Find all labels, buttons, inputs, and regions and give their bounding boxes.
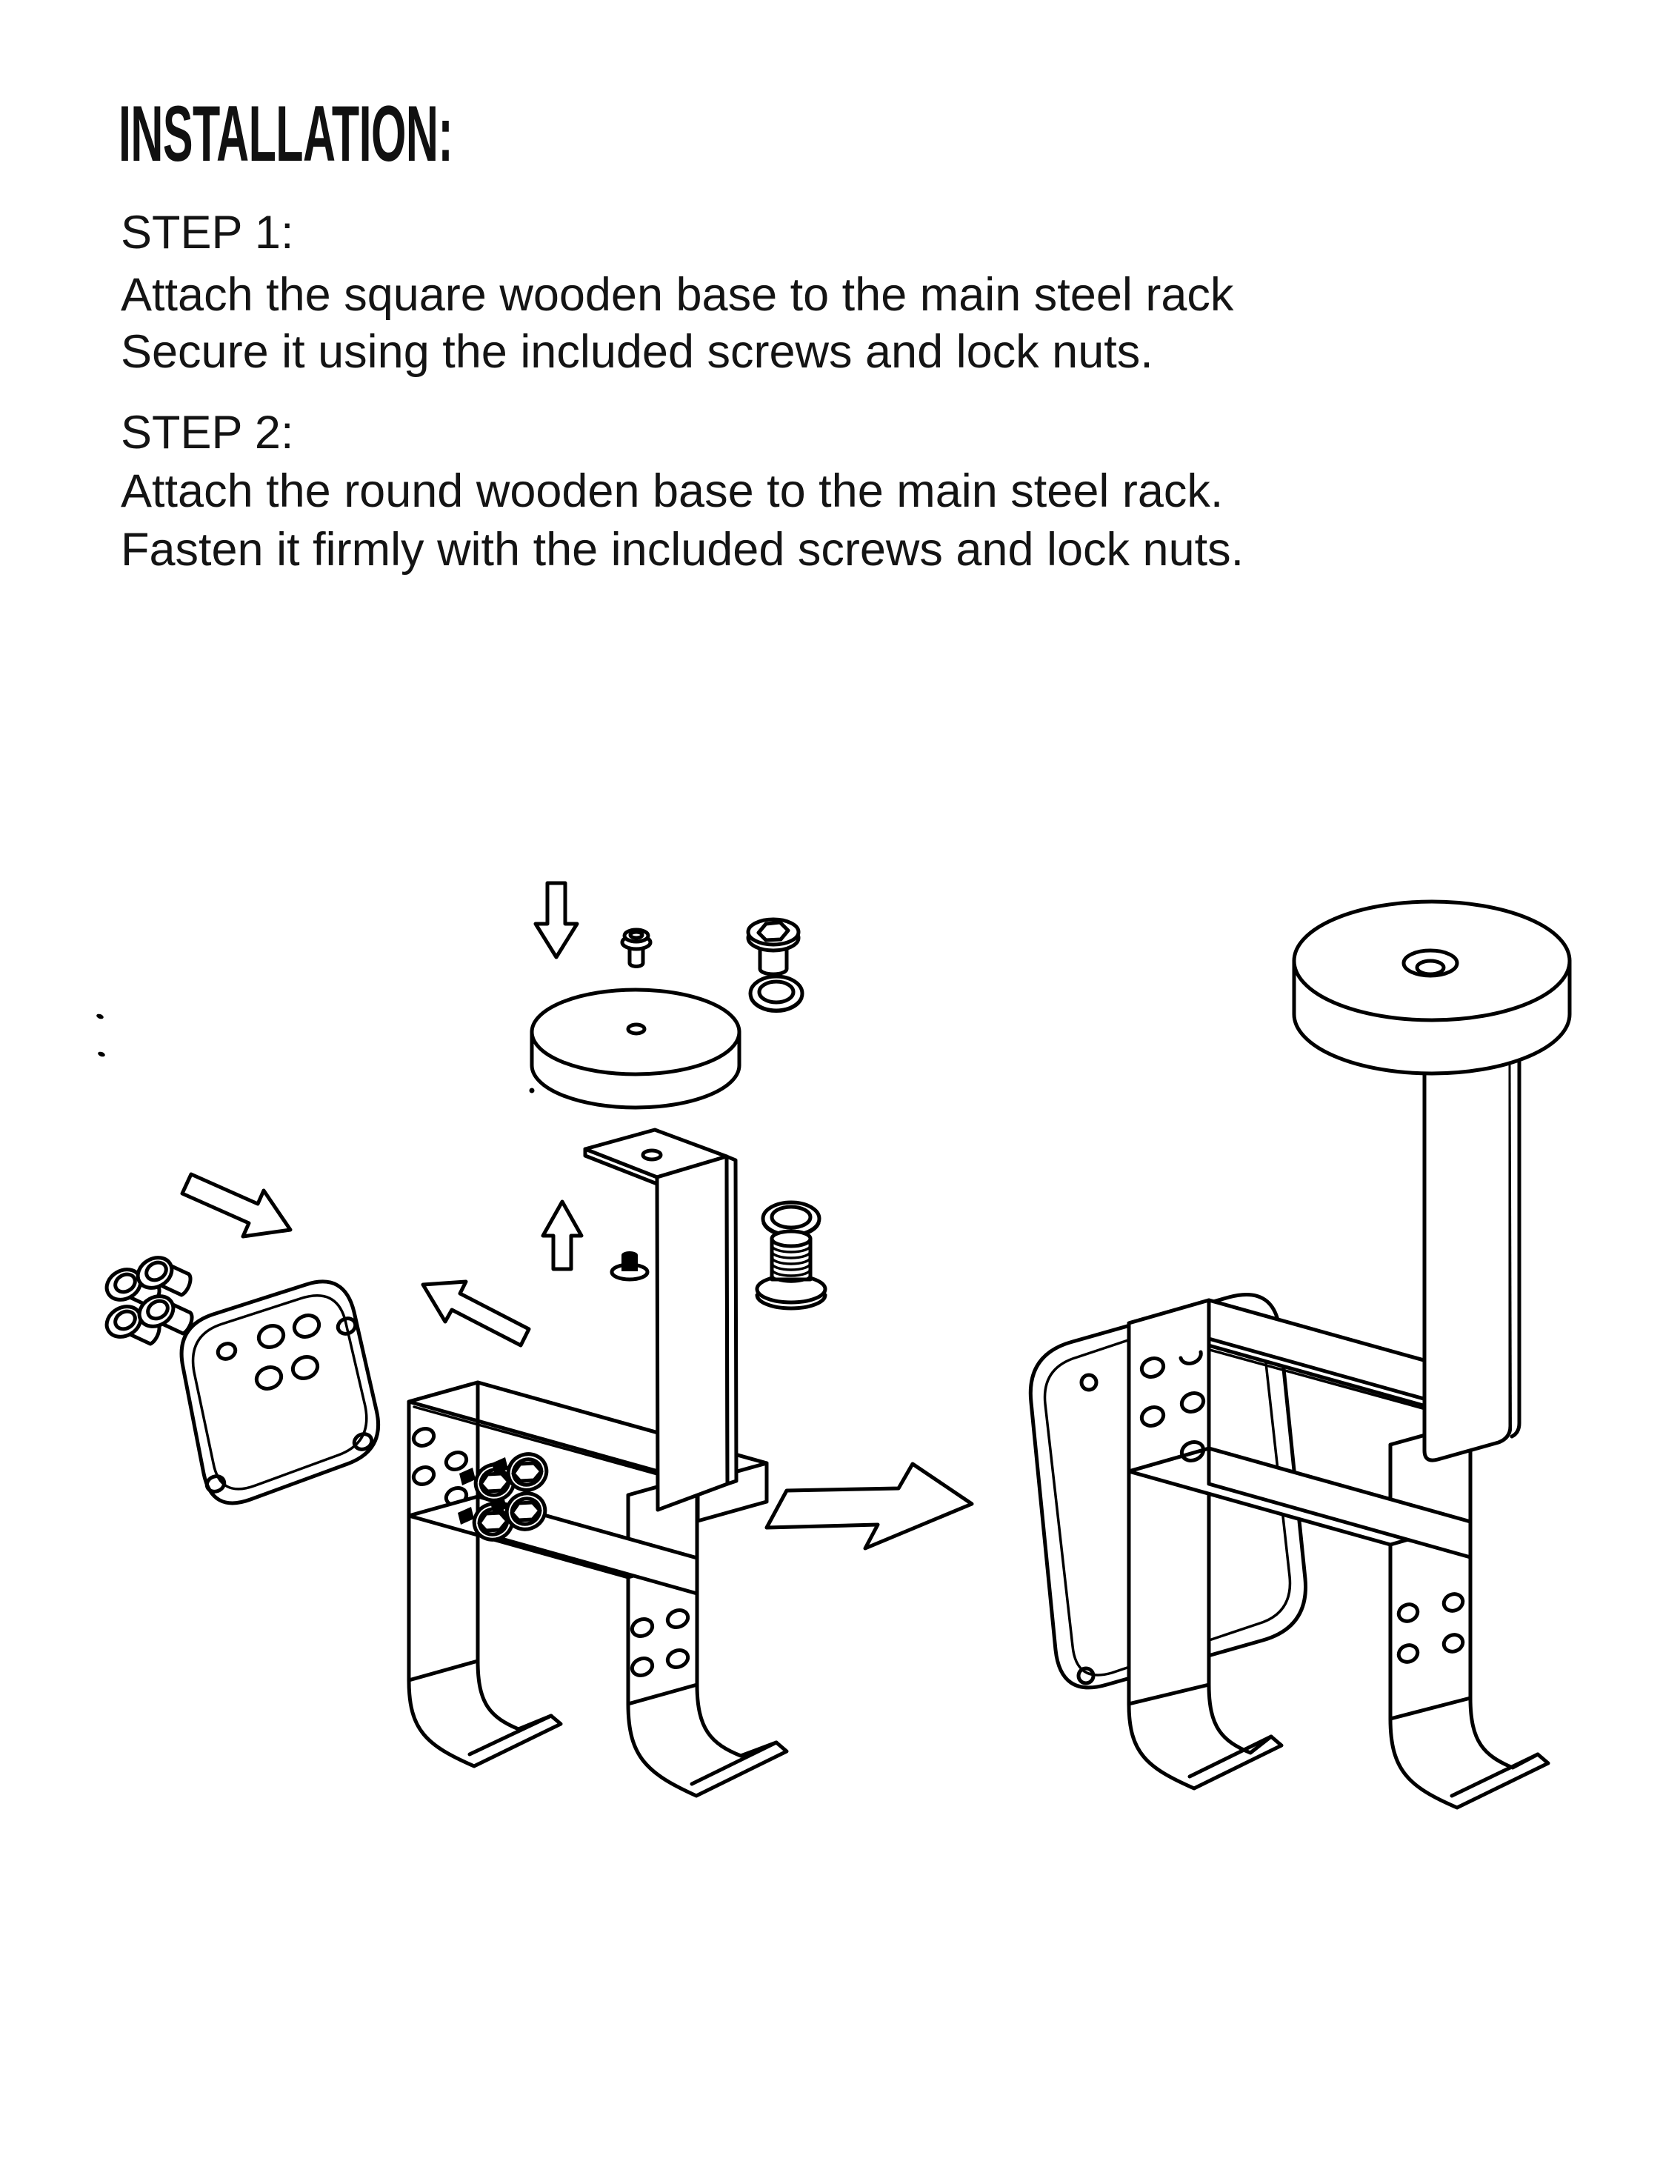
up-arrow-icon: [543, 1202, 581, 1269]
step2-line2: Fasten it firmly with the included screws and lock nuts.: [121, 524, 1244, 576]
headphone-hook: [409, 1661, 561, 1766]
assembled-view: [1030, 902, 1570, 1808]
stray-marks: [96, 1013, 534, 1093]
headphone-hook: [628, 1685, 787, 1796]
down-arrow-icon: [536, 883, 577, 957]
step1-line2: Secure it using the included screws and lock nuts.: [121, 326, 1153, 378]
step1-line1: Attach the square wooden base to the main steel rack: [121, 269, 1234, 321]
black-set-screw-icon: [612, 1251, 647, 1279]
rack-left-plate: [1129, 1300, 1209, 1471]
square-wooden-base: [181, 1282, 379, 1503]
step2-line1: Attach the round wooden base to the main steel rack.: [121, 465, 1224, 517]
washer-icon: [750, 976, 802, 1011]
socket-screw-icon: [748, 919, 799, 974]
mounting-screws: [101, 1252, 192, 1344]
washer-and-stud: [757, 1202, 825, 1308]
rack-right-leg: [1390, 1422, 1470, 1719]
up-left-arrow-icon: [423, 1282, 529, 1345]
step2-label: STEP 2:: [121, 407, 294, 459]
exploded-view: [101, 883, 825, 1796]
step1-label: STEP 1:: [121, 207, 294, 259]
round-wooden-base-assembled: [1294, 902, 1570, 1073]
down-right-arrow-icon: [182, 1174, 290, 1236]
round-wooden-base: [532, 990, 739, 1108]
page-title-text: INSTALLATION:: [119, 89, 453, 178]
right-arrow-icon: [767, 1464, 972, 1548]
lock-nut-icon: [622, 930, 650, 967]
